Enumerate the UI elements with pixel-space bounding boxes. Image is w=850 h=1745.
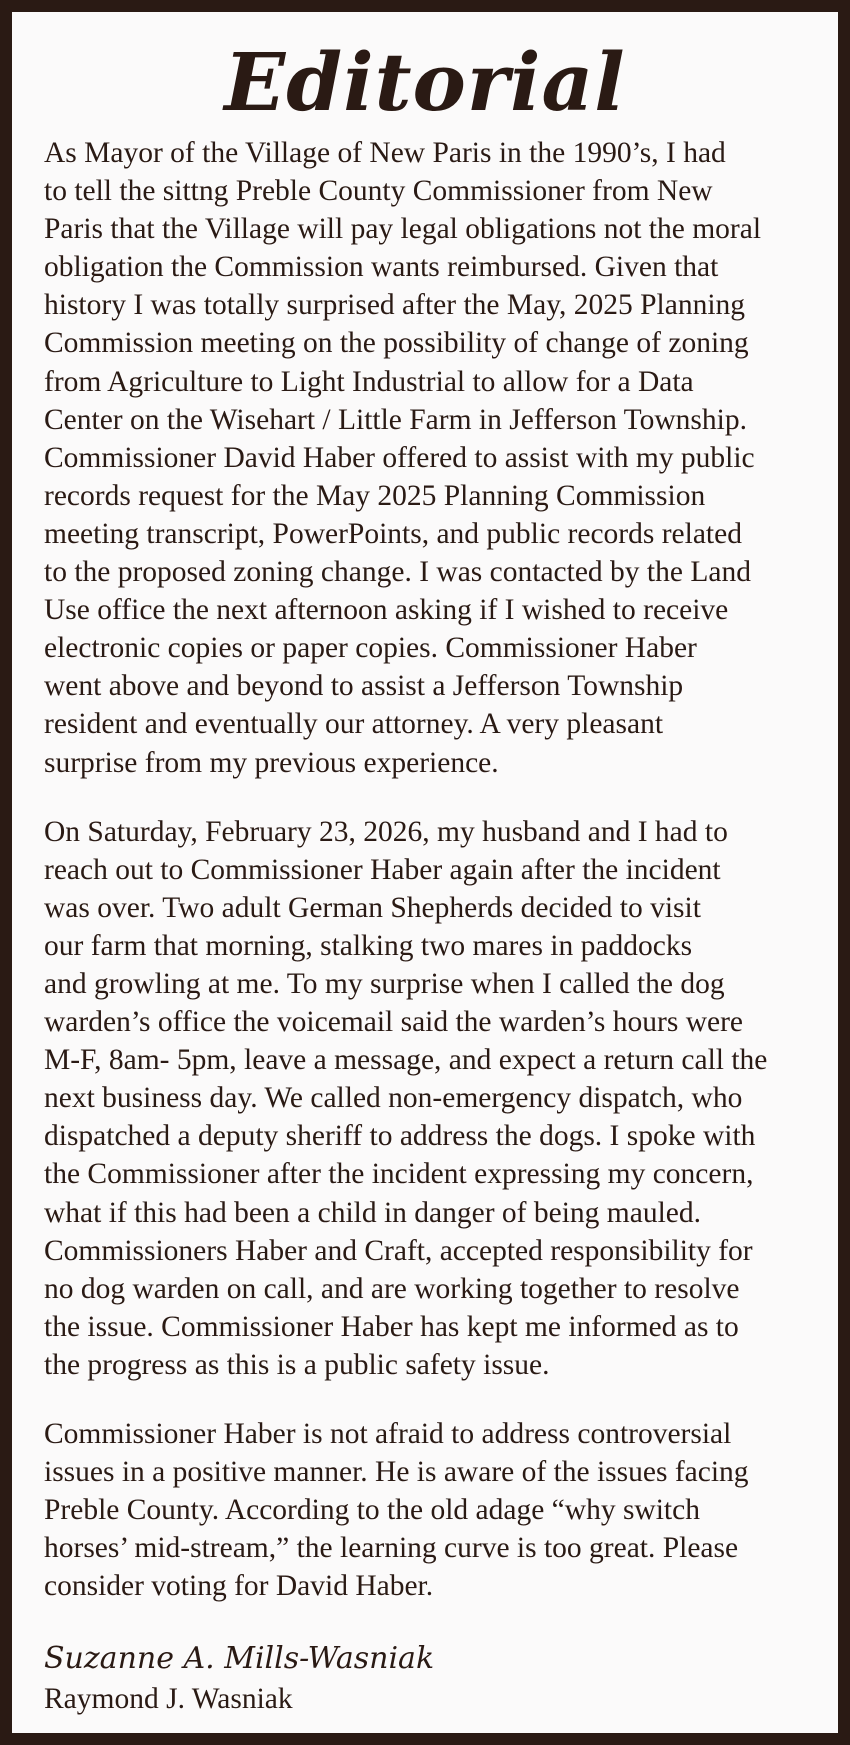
- page-title: Editorial: [224, 35, 626, 129]
- editorial-page: [12, 12, 838, 1733]
- signature-suzanne: Suzanne A. Mills-Wasniak: [44, 1641, 435, 1676]
- paragraph-1: As Mayor of the Village of New Paris in the 1990’s, I had to tell the sittng Preble County Commissioner from New Paris that the Village will pay legal obligations not the moral obligation the Commission wants reimbursed. Given that history I was totally surprised after the May, 2025 Planning Commission meeting on the possibility of change of zoning from Agriculture to Light Industrial to allow for a Data Center on the Wisehart / Little Farm in Jefferson Township. Commissioner David Haber offered to assist with my public records request for the May 2025 Planning Commission meeting transcript, PowerPoints, and public records related to the proposed zoning change. I was contacted by the Land Use office the next afternoon asking if I wished to receive electronic copies or paper copies. Commissioner Haber went above and beyond to assist a Jefferson Township resident and eventually our attorney. A very pleasant surprise from my previous experience.: [44, 137, 762, 779]
- paragraph-3: Commissioner Haber is not afraid to address controversial issues in a positive manner. He is aware of the issues facing Preble County. According to the old adage “why switch horses’ mid-stream,” the learning curve is too great. Please consider voting for David Haber.: [44, 1418, 749, 1603]
- paragraph-2: On Saturday, February 23, 2026, my husband and I had to reach out to Commissioner Haber again after the incident was over. Two adult German Shepherds decided to visit our farm that morning, stalking two mares in paddocks and growling at me. To my surprise when I called the dog warden’s office the voicemail said the warden’s hours were M-F, 8am- 5pm, leave a message, and expect a return call the next business day. We called non-emergency dispatch, who dispatched a deputy sheriff to address the dogs. I spoke with the Commissioner after the incident expressing my concern, what if this had been a child in danger of being mauled. Commissioners Haber and Craft, accepted responsibility for no dog warden on call, and are working together to resolve the issue. Commissioner Haber has kept me informed as to the progress as this is a public safety issue.: [44, 815, 768, 1381]
- editorial-body: [44, 134, 834, 1636]
- signature-raymond: Raymond J. Wasniak: [44, 1683, 293, 1715]
